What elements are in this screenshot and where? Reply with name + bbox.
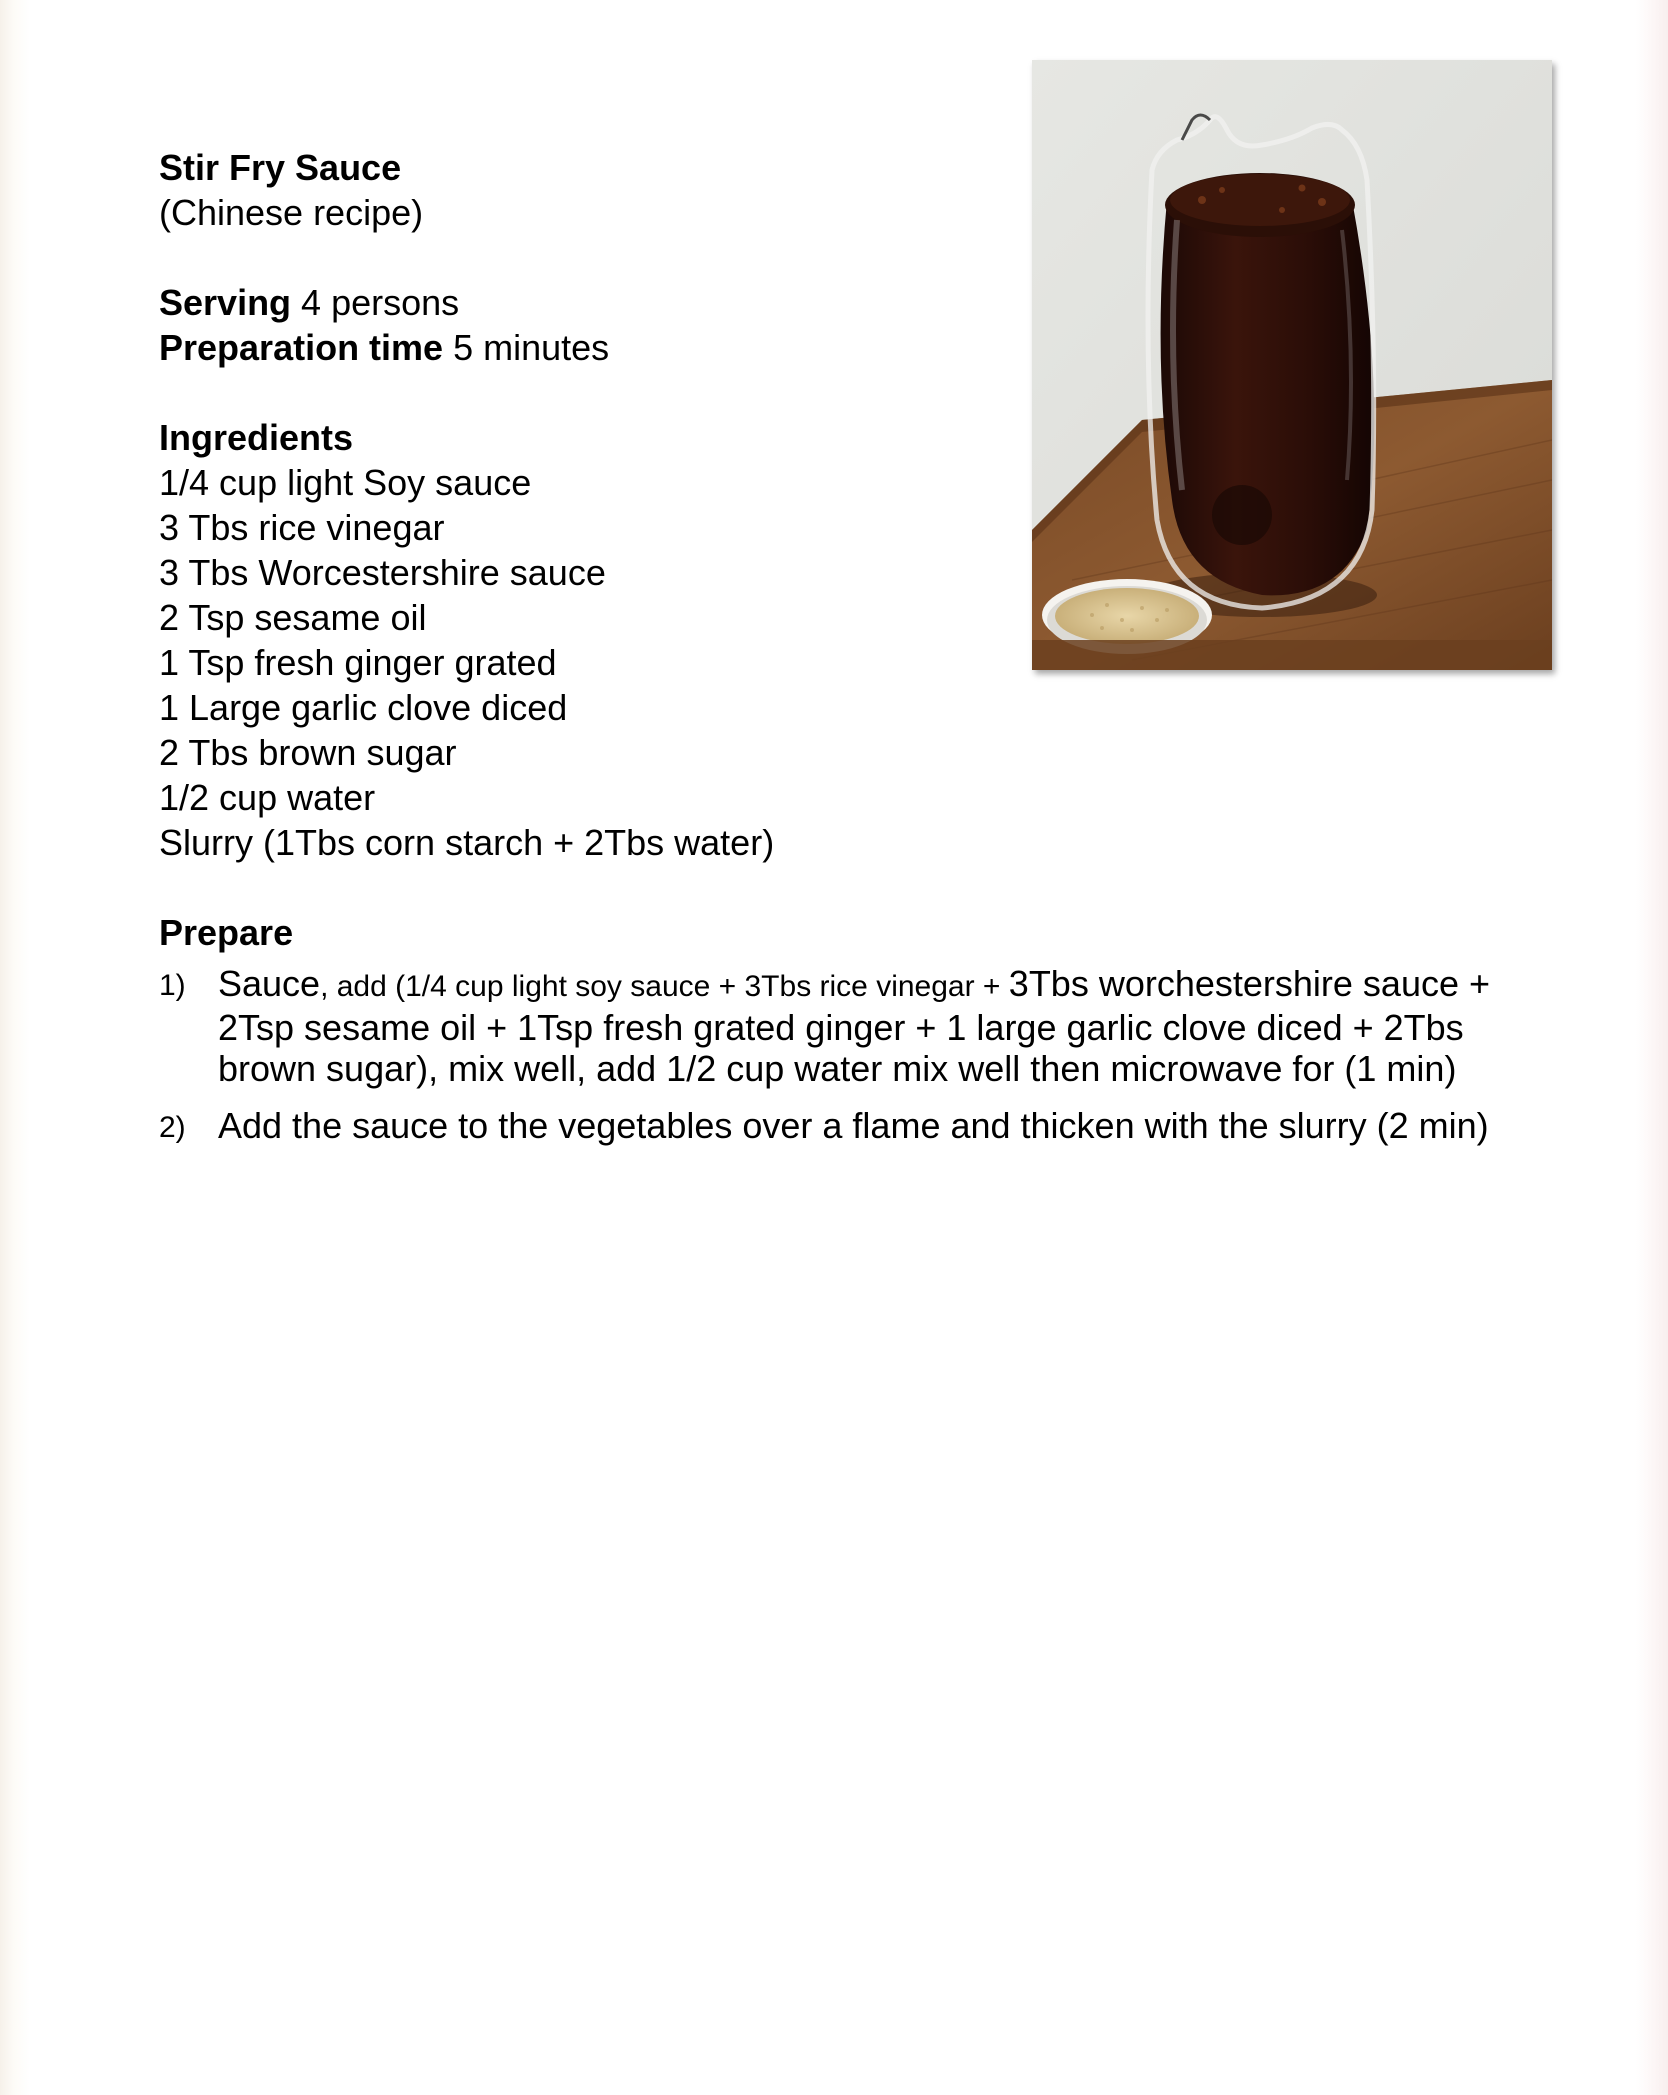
prep-time-line (159, 325, 1059, 370)
ingredient-item: Slurry (1Tbs corn starch + 2Tbs water) (159, 822, 775, 863)
prepare-steps (159, 963, 1519, 1146)
step-2 (159, 1105, 1519, 1146)
serving-value: 4 persons (291, 282, 460, 323)
step-number: 1) (159, 969, 186, 1002)
prepare-heading: Prepare (159, 912, 294, 953)
step-1-detail: , add (1/4 cup light soy sauce + 3Tbs rice vinegar + (320, 970, 1009, 1003)
step-1-rest: 3Tbs worchestershire sauce + 2Tsp sesame oil + 1Tsp fresh grated ginger + 1 large garlic clove diced + 2Tbs brown sugar), mix well, add 1/2 cup water mix well then microwave for (1 min) (218, 963, 1491, 1089)
ingredient-item: 3 Tbs Worcestershire sauce (159, 552, 606, 593)
ingredients-heading: Ingredients (159, 417, 354, 458)
recipe-subtitle: (Chinese recipe) (159, 192, 424, 233)
ingredient-item: 1/4 cup light Soy sauce (159, 462, 532, 503)
sauce-photo (1032, 60, 1552, 670)
recipe-title: Stir Fry Sauce (159, 147, 402, 188)
step-number: 2) (159, 1111, 186, 1144)
step-1 (159, 963, 1519, 1089)
serving-line (159, 280, 1059, 325)
ingredient-item: 1 Tsp fresh ginger grated (159, 642, 557, 683)
ingredient-item: 2 Tsp sesame oil (159, 597, 427, 638)
step-1-lead: Sauce (218, 963, 321, 1004)
ingredient-item: 1 Large garlic clove diced (159, 687, 568, 728)
prep-time-label: Preparation time (159, 327, 444, 368)
ingredient-item: 1/2 cup water (159, 777, 376, 818)
recipe-header-block (159, 145, 1059, 955)
ingredients-list (159, 460, 1059, 865)
serving-label: Serving (159, 282, 292, 323)
ingredient-item: 3 Tbs rice vinegar (159, 507, 445, 548)
prep-time-value: 5 minutes (443, 327, 610, 368)
sauce-pitcher-image (1032, 60, 1552, 670)
ingredient-item: 2 Tbs brown sugar (159, 732, 457, 773)
step-2-text: Add the sauce to the vegetables over a flame and thicken with the slurry (2 min) (218, 1105, 1489, 1146)
